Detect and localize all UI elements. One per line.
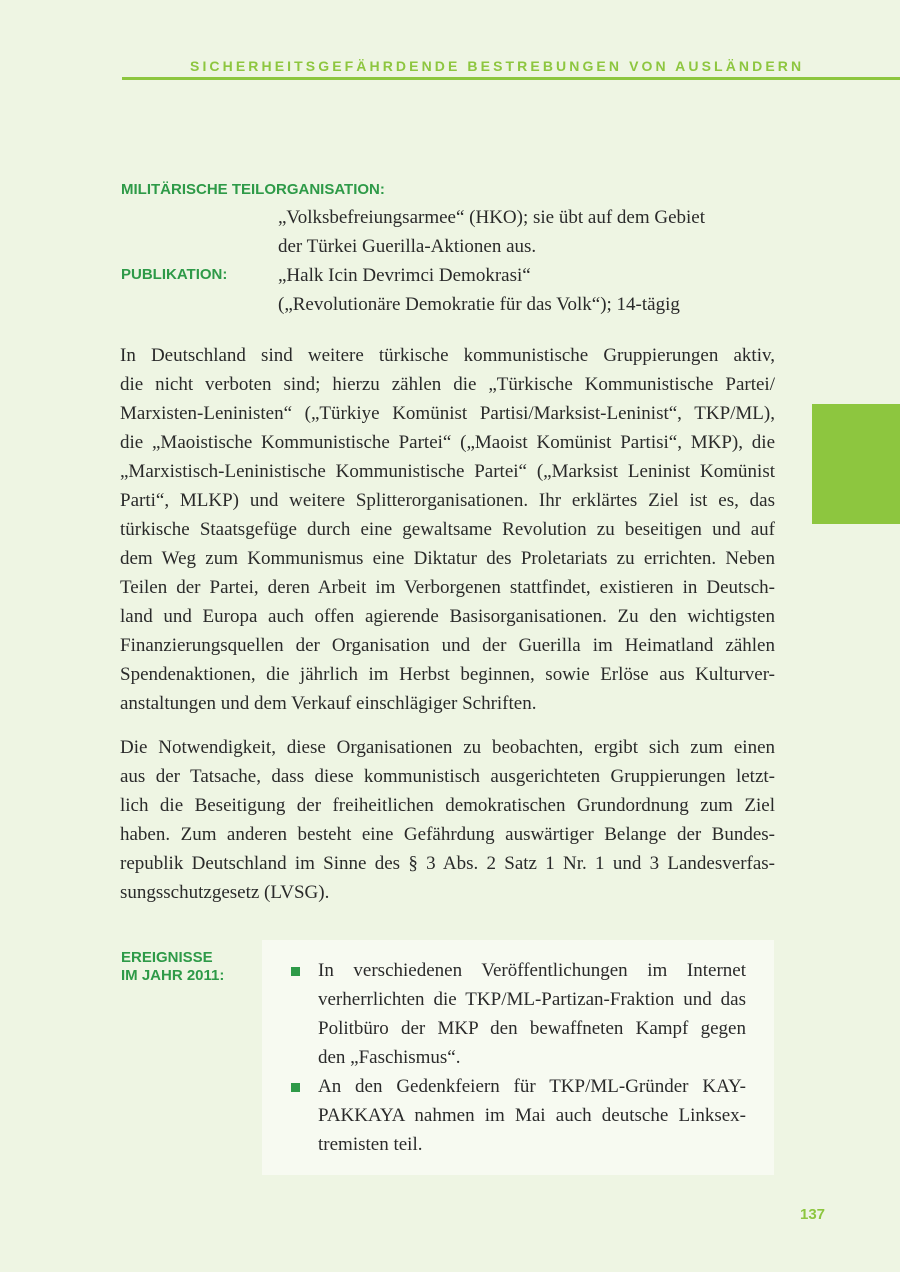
events-label-1: EREIGNISSE: [121, 949, 213, 966]
text-line: Finanzierungsquellen der Organisation und der Guerilla im Heimatland zählen: [120, 635, 775, 656]
text-line: anstaltungen und dem Verkauf einschlägiger Schriften.: [120, 693, 537, 714]
running-header: SICHERHEITSGEFÄHRDENDE BESTREBUNGEN VON AUSLÄNDERN: [190, 58, 805, 74]
text-line: „Marxistisch-Leninistische Kommunistische Partei“ („Marksist Leninist Komünist: [120, 461, 775, 482]
military-line-2: der Türkei Guerilla-Aktionen aus.: [278, 236, 537, 257]
text-line: In verschiedenen Veröffentlichungen im Internet: [318, 960, 746, 981]
text-line: die „Maoistische Kommunistische Partei“ („Maoist Komünist Partisi“, MKP), die: [120, 432, 775, 453]
text-line: An den Gedenkfeiern für TKP/ML-Gründer KAY-: [318, 1076, 746, 1097]
text-line: sungsschutzgesetz (LVSG).: [120, 882, 330, 903]
text-line: die nicht verboten sind; hierzu zählen die „Türkische Kommunistische Partei/: [120, 374, 775, 395]
paragraph-1: [120, 341, 775, 718]
text-line: Die Notwendigkeit, diese Organisationen zu beobachten, ergibt sich zum einen: [120, 737, 775, 758]
page-number: 137: [800, 1206, 826, 1223]
event-bullet: [318, 956, 746, 1072]
publication-line-1: „Halk Icin Devrimci Demokrasi“: [278, 265, 531, 286]
header-rule: [122, 77, 900, 80]
bullet-square-icon: [291, 967, 300, 976]
text-line: Marxisten-Leninisten“ („Türkiye Komünist Partisi/Marksist-Leninist“, TKP/ML),: [120, 403, 775, 424]
text-line: republik Deutschland im Sinne des § 3 Abs. 2 Satz 1 Nr. 1 und 3 Landesverfas-: [120, 853, 775, 874]
text-line: haben. Zum anderen besteht eine Gefährdung auswärtiger Belange der Bundes-: [120, 824, 775, 845]
publication-label: PUBLIKATION:: [121, 266, 228, 283]
text-line: Spendenaktionen, die jährlich im Herbst beginnen, sowie Erlöse aus Kulturver-: [120, 664, 775, 685]
text-line: den „Faschismus“.: [318, 1047, 461, 1068]
text-line: PAKKAYA nahmen im Mai auch deutsche Linksex-: [318, 1105, 746, 1126]
military-line-1: „Volksbefreiungsarmee“ (HKO); sie übt auf dem Gebiet: [278, 207, 706, 228]
text-line: Politbüro der MKP den bewaffneten Kampf gegen: [318, 1018, 746, 1039]
chapter-tab: [812, 404, 900, 524]
text-line: land und Europa auch offen agierende Basisorganisationen. Zu den wichtigsten: [120, 606, 775, 627]
publication-line-2: („Revolutionäre Demokratie für das Volk“); 14-tägig: [278, 294, 680, 315]
text-line: lich die Beseitigung der freiheitlichen demokratischen Grundordnung zum Ziel: [120, 795, 775, 816]
text-line: verherrlichten die TKP/ML-Partizan-Fraktion und das: [318, 989, 746, 1010]
text-line: aus der Tatsache, dass diese kommunistisch ausgerichteten Gruppierungen letzt-: [120, 766, 775, 787]
events-label-2: IM JAHR 2011:: [121, 967, 225, 984]
paragraph-2: [120, 733, 775, 907]
text-line: In Deutschland sind weitere türkische kommunistische Gruppierungen aktiv,: [120, 345, 775, 366]
event-bullet: [318, 1072, 746, 1159]
bullet-square-icon: [291, 1083, 300, 1092]
text-line: tremisten teil.: [318, 1134, 423, 1155]
military-label: MILITÄRISCHE TEILORGANISATION:: [121, 181, 385, 198]
text-line: Teilen der Partei, deren Arbeit im Verborgenen stattfindet, existieren in Deutsch-: [120, 577, 775, 598]
events-box: [262, 940, 774, 1175]
text-line: türkische Staatsgefüge durch eine gewaltsame Revolution zu beseitigen und auf: [120, 519, 775, 540]
text-line: Parti“, MLKP) und weitere Splitterorganisationen. Ihr erklärtes Ziel ist es, das: [120, 490, 775, 511]
text-line: dem Weg zum Kommunismus eine Diktatur des Proletariats zu errichten. Neben: [120, 548, 775, 569]
